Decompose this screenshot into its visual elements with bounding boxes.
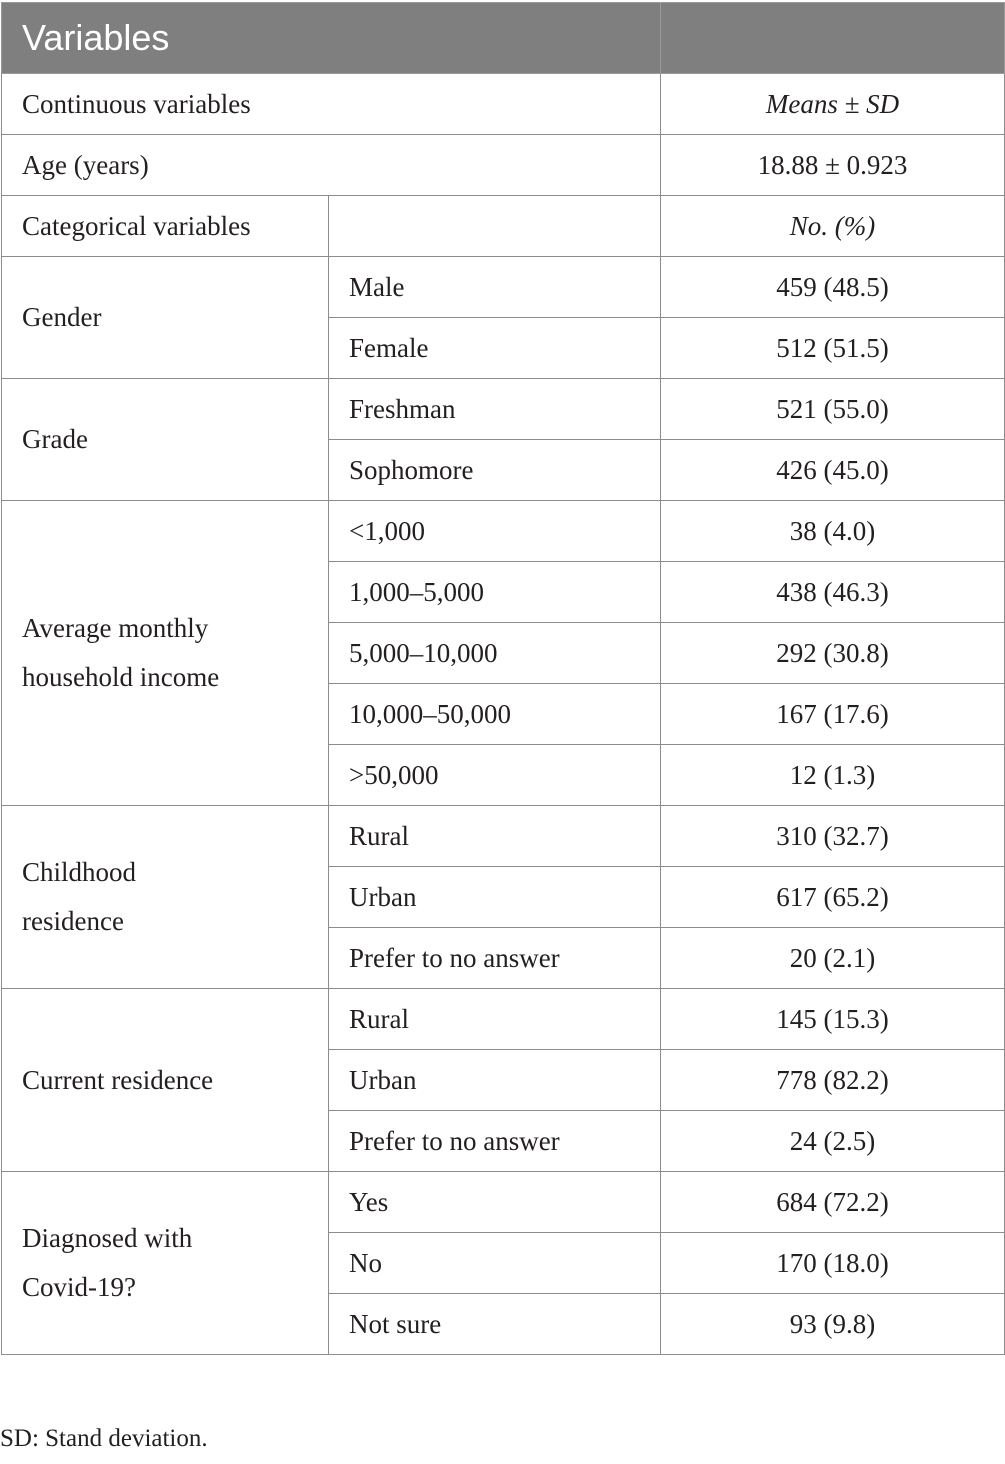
table-row — [2, 196, 1005, 257]
value-cell: 426 (45.0) — [661, 440, 1005, 501]
age-label: Age (years) — [2, 135, 661, 196]
age-value: 18.88 ± 0.923 — [661, 135, 1005, 196]
value-cell: 684 (72.2) — [661, 1172, 1005, 1233]
value-cell: 459 (48.5) — [661, 257, 1005, 318]
category-cell: 5,000–10,000 — [329, 623, 661, 684]
value-cell: 512 (51.5) — [661, 318, 1005, 379]
value-cell: 617 (65.2) — [661, 867, 1005, 928]
table-row — [2, 257, 1005, 318]
category-cell: 10,000–50,000 — [329, 684, 661, 745]
table-row — [2, 379, 1005, 440]
category-cell: Prefer to no answer — [329, 1111, 661, 1172]
group-label: Childhood residence — [2, 806, 329, 989]
value-cell: 38 (4.0) — [661, 501, 1005, 562]
group-label: Diagnosed with Covid-19? — [2, 1172, 329, 1355]
value-cell: 167 (17.6) — [661, 684, 1005, 745]
value-cell: 170 (18.0) — [661, 1233, 1005, 1294]
demographics-table — [1, 2, 1005, 1355]
value-cell: 438 (46.3) — [661, 562, 1005, 623]
categorical-stat-label: No. (%) — [661, 196, 1005, 257]
value-cell: 310 (32.7) — [661, 806, 1005, 867]
table-footnote: SD: Stand deviation. — [0, 1425, 208, 1452]
category-cell: Female — [329, 318, 661, 379]
value-cell: 778 (82.2) — [661, 1050, 1005, 1111]
category-cell: >50,000 — [329, 745, 661, 806]
category-cell: No — [329, 1233, 661, 1294]
category-cell: Rural — [329, 989, 661, 1050]
category-cell: Not sure — [329, 1294, 661, 1355]
category-cell: Prefer to no answer — [329, 928, 661, 989]
value-cell: 24 (2.5) — [661, 1111, 1005, 1172]
category-cell: Male — [329, 257, 661, 318]
continuous-stat-label: Means ± SD — [661, 74, 1005, 135]
group-label: Current residence — [2, 989, 329, 1172]
category-cell: Urban — [329, 1050, 661, 1111]
category-cell: Urban — [329, 867, 661, 928]
group-label: Grade — [2, 379, 329, 501]
categorical-variables-label: Categorical variables — [2, 196, 329, 257]
header-variables: Variables — [2, 3, 661, 74]
continuous-variables-label: Continuous variables — [2, 74, 661, 135]
value-cell: 145 (15.3) — [661, 989, 1005, 1050]
value-cell: 93 (9.8) — [661, 1294, 1005, 1355]
category-cell: Freshman — [329, 379, 661, 440]
category-cell: <1,000 — [329, 501, 661, 562]
table-row — [2, 989, 1005, 1050]
table-row — [2, 135, 1005, 196]
category-cell: Yes — [329, 1172, 661, 1233]
group-label: Average monthly household income — [2, 501, 329, 806]
value-cell: 20 (2.1) — [661, 928, 1005, 989]
table-header-row — [2, 3, 1005, 74]
category-cell: 1,000–5,000 — [329, 562, 661, 623]
value-cell: 12 (1.3) — [661, 745, 1005, 806]
table-row — [2, 1172, 1005, 1233]
group-label: Gender — [2, 257, 329, 379]
value-cell: 521 (55.0) — [661, 379, 1005, 440]
table-row — [2, 501, 1005, 562]
category-cell: Rural — [329, 806, 661, 867]
table-row — [2, 806, 1005, 867]
category-cell: Sophomore — [329, 440, 661, 501]
value-cell: 292 (30.8) — [661, 623, 1005, 684]
header-value — [661, 3, 1005, 74]
table-row — [2, 74, 1005, 135]
empty-cell — [329, 196, 661, 257]
